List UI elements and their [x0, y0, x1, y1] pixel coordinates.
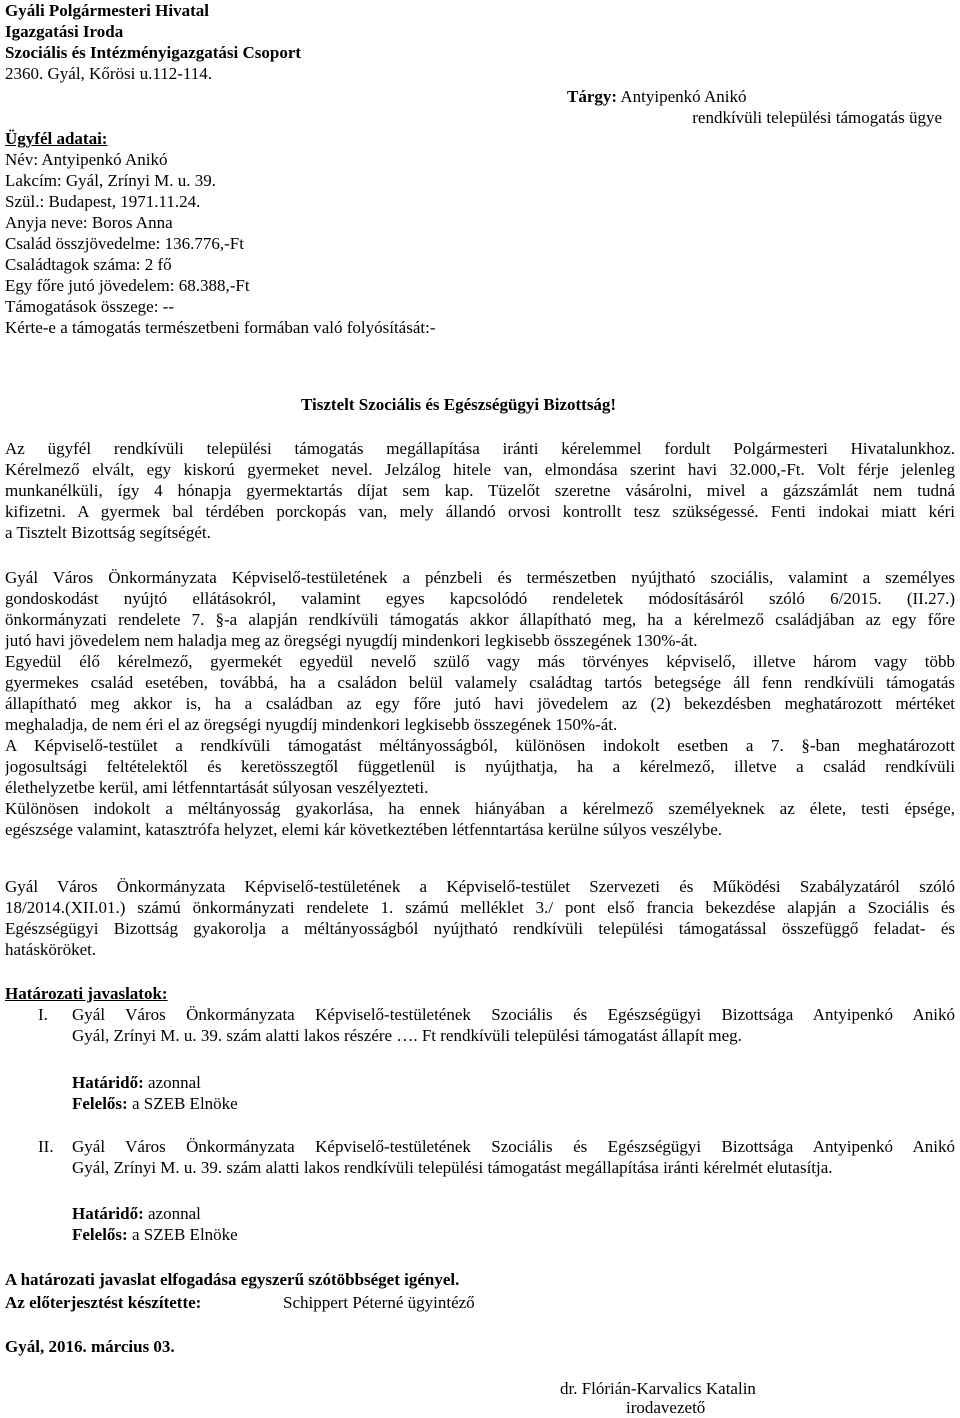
paragraph-line: meghaladja, de nem éri el az öregségi nyugdíj mindenkori legkisebb összegének 150%-át.: [5, 715, 618, 734]
deadline-value: azonnal: [148, 1204, 201, 1223]
prepared-label: Az előterjesztést készítette:: [5, 1293, 202, 1312]
deadline-label: Határidő:: [72, 1204, 144, 1223]
paragraph-line: 18/2014.(XII.01.) számú önkormányzati rendelete 1. számú melléklet 3./ pont első francia bekezdése alapján a Szociális és: [5, 898, 955, 917]
paragraph-line: Gyál Város Önkormányzata Képviselő-testületének a pénzbeli és természetben nyújtható szociális, valamint a személyes: [5, 568, 955, 587]
document-date: Gyál, 2016. március 03.: [5, 1337, 175, 1356]
subject-topic: rendkívüli települési támogatás ügye: [692, 108, 942, 127]
proposal-text: [72, 1004, 955, 1046]
responsible-value: a SZEB Elnöke: [131, 1094, 238, 1113]
client-family-income: Család összjövedelme: 136.776,-Ft: [5, 234, 244, 253]
client-in-kind: Kérte-e a támogatás természetbeni formában való folyósítását:-: [5, 318, 436, 337]
paragraph-line: Különösen indokolt a méltányosság gyakorlása, ha ennek hiányában a kérelmező személyeknek az élete, testi épsége,: [5, 799, 955, 818]
paragraph-line: Kérelmező elvált, egy kiskorú gyermeket nevel. Jelzálog hitele van, elmondása szerint havi 32.000,-Ft. Volt férje jelenleg: [5, 460, 955, 479]
prepared-value: Schippert Péterné ügyintéző: [283, 1293, 475, 1312]
signer-title: irodavezető: [626, 1398, 706, 1417]
client-income-per-person: Egy főre jutó jövedelem: 68.388,-Ft: [5, 276, 250, 295]
paragraph-legal-basis: [5, 567, 955, 840]
proposal-deadline: [72, 1072, 201, 1093]
header-line: Gyáli Polgármesteri Hivatal: [5, 1, 209, 20]
paragraph-line: munkanélküli, így 4 hónapja gyermektartás díjat sem kap. Tüzelőt szeretne vásárolni, mivel a gázszámlát nem tudná: [5, 481, 955, 500]
paragraph-line: a Tisztelt Bizottság segítségét.: [5, 523, 211, 542]
deadline-value: azonnal: [148, 1073, 201, 1092]
paragraph-competence: [5, 876, 955, 960]
client-family-size: Családtagok száma: 2 fő: [5, 255, 172, 274]
paragraph-line: gondoskodást nyújtó ellátásokról, valamint egyes kapcsolódó rendeletek módosításáról szóló 6/2015. (II.27.): [5, 589, 955, 608]
proposal-deadline: [72, 1203, 201, 1224]
paragraph-line: Egészségügyi Bizottság gyakorolja a méltányosságból nyújtható rendkívüli települési támogatással összefüggő feladat- és: [5, 919, 955, 938]
paragraph-line: jutó havi jövedelem nem haladja meg az öregségi nyugdíj mindenkori legkisebb összegének 130%-át.: [5, 631, 698, 650]
proposal-number: I.: [38, 1005, 48, 1024]
proposal-line: Gyál, Zrínyi M. u. 39. szám alatti lakos részére …. Ft rendkívüli települési támogatást állapít meg.: [72, 1026, 742, 1045]
client-support-amount: Támogatások összege: --: [5, 297, 174, 316]
subject-name: Antyipenkó Anikó: [620, 87, 747, 106]
client-address: Lakcím: Gyál, Zrínyi M. u. 39.: [5, 171, 217, 190]
paragraph-line: állapítható meg akkor is, ha a családban az egy főre jutó havi jövedelem az (2) bekezdésben meghatározott mértéket: [5, 694, 955, 713]
paragraph-line: élethelyzetbe kerül, ami létfenntartását súlyosan veszélyezteti.: [5, 778, 429, 797]
client-name: Név: Antyipenkó Anikó: [5, 150, 168, 169]
client-birth: Szül.: Budapest, 1971.11.24.: [5, 192, 201, 211]
proposal-text: [72, 1136, 955, 1178]
responsible-label: Felelős:: [72, 1225, 128, 1244]
signer-name: dr. Flórián-Karvalics Katalin: [560, 1379, 756, 1398]
paragraph-line: kifizetni. A gyermek bal térdében porckopás van, mely állandó orvosi kontrollt tesz szükségessé. Fenti indokai miatt kéri: [5, 502, 955, 521]
header-address: 2360. Gyál, Kőrösi u.112-114.: [5, 64, 212, 83]
paragraph-line: egészsége valamint, katasztrófa helyzet, elemi kár következtében létfenntartása kerülne súlyos veszélybe.: [5, 820, 722, 839]
client-data: [5, 128, 436, 338]
paragraph-line: önkormányzati rendelete 7. §-a alapján rendkívüli támogatás akkor állapítható meg, ha a kérelmező családjában az egy főre: [5, 610, 955, 629]
proposal-line: Gyál, Zrínyi M. u. 39. szám alatti lakos rendkívüli települési támogatást megállapítása iránti kérelmét elutasítja.: [72, 1158, 833, 1177]
majority-note: A határozati javaslat elfogadása egyszerű szótöbbséget igényel.: [5, 1270, 460, 1289]
proposal-number: II.: [38, 1137, 54, 1156]
proposal-line: Gyál Város Önkormányzata Képviselő-testületének Szociális és Egészségügyi Bizottsága Antyipenkó Anikó: [72, 1137, 955, 1156]
paragraph-line: gyermekes család esetében, továbbá, ha a családon belül valamely családtag tartós betegsége áll fenn rendkívüli támogatás: [5, 673, 955, 692]
paragraph-line: jogosultsági feltételektől és keretösszegtől függetlenül is nyújthatja, ha a kérelmező, illetve a család rendkívüli: [5, 757, 955, 776]
proposal-line: Gyál Város Önkormányzata Képviselő-testületének Szociális és Egészségügyi Bizottsága Antyipenkó Anikó: [72, 1005, 955, 1024]
paragraph-line: hatásköröket.: [5, 940, 97, 959]
deadline-label: Határidő:: [72, 1073, 144, 1092]
paragraph-case: [5, 438, 955, 543]
paragraph-line: Gyál Város Önkormányzata Képviselő-testületének a Képviselő-testület Szervezeti és Működési Szabályzatáról szóló: [5, 877, 955, 896]
subject-label: Tárgy:: [567, 87, 618, 106]
salutation: Tisztelt Szociális és Egészségügyi Bizottság!: [301, 395, 617, 414]
header-line: Igazgatási Iroda: [5, 22, 124, 41]
responsible-value: a SZEB Elnöke: [131, 1225, 238, 1244]
paragraph-line: Egyedül élő kérelmező, gyermekét egyedül nevelő szülő vagy más törvényes képviselő, illetve három vagy több: [5, 652, 955, 671]
proposals-heading: Határozati javaslatok:: [5, 984, 168, 1003]
client-mother: Anyja neve: Boros Anna: [5, 213, 173, 232]
paragraph-line: Az ügyfél rendkívüli települési támogatás megállapítása iránti kérelemmel fordult Polgármesteri Hivatalunkhoz.: [5, 439, 955, 458]
subject-block: [567, 86, 746, 107]
proposal-responsible: [72, 1093, 238, 1114]
header-line: Szociális és Intézményigazgatási Csoport: [5, 43, 302, 62]
proposal-responsible: [72, 1224, 238, 1245]
paragraph-line: A Képviselő-testület a rendkívüli támogatást méltányosságból, különösen indokolt esetben a 7. §-ban meghatározott: [5, 736, 955, 755]
responsible-label: Felelős:: [72, 1094, 128, 1113]
office-header: [5, 0, 301, 84]
client-heading: Ügyfél adatai:: [5, 129, 108, 148]
